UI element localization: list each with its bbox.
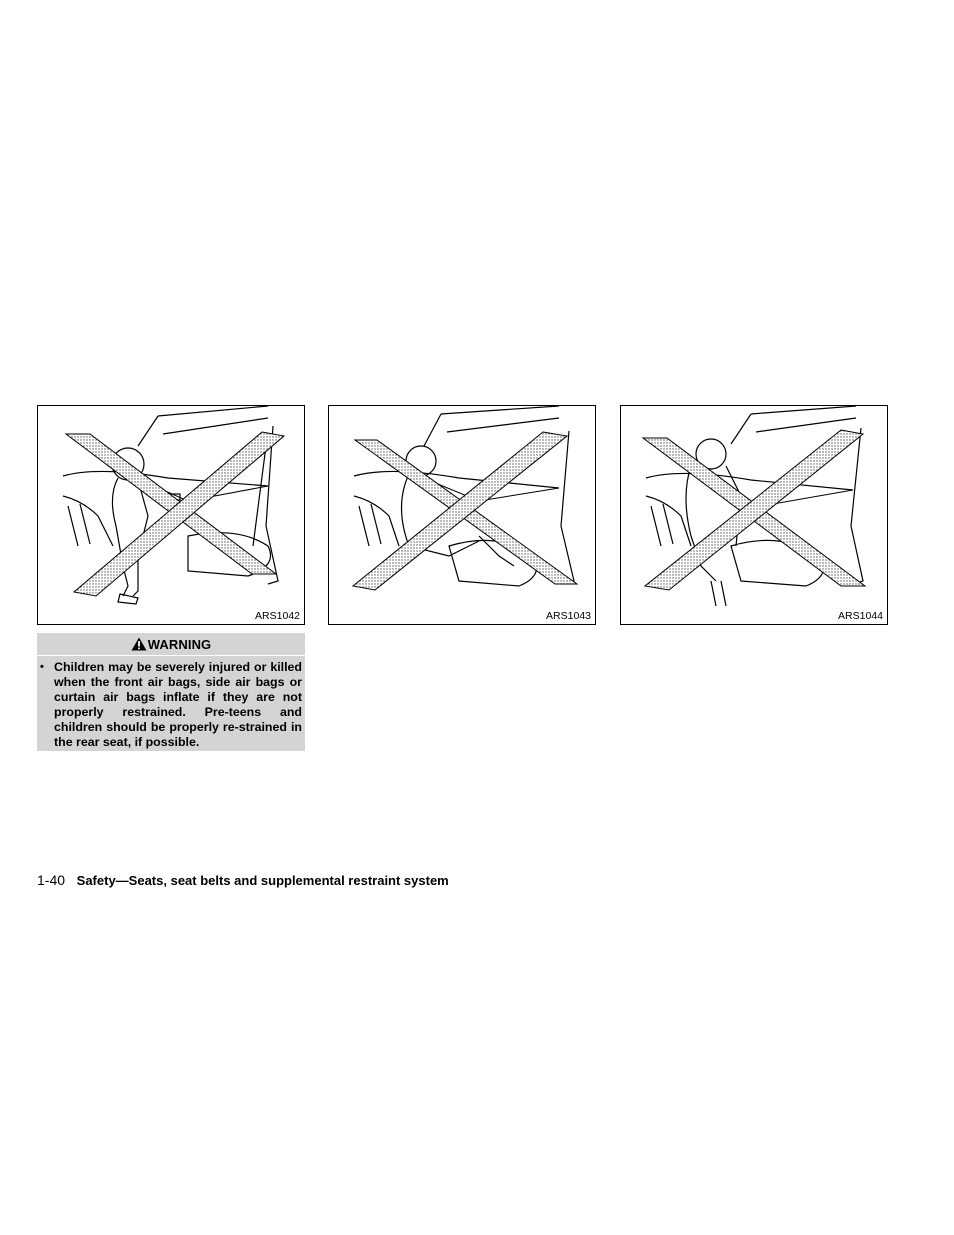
- figure-ars1043: [328, 405, 596, 625]
- illustration-child-kneeling-front-seat: [621, 406, 887, 624]
- figure-code: ARS1044: [838, 610, 883, 622]
- figure-code: ARS1042: [255, 610, 300, 622]
- figure-code: ARS1043: [546, 610, 591, 622]
- figure-ars1042: [37, 405, 305, 625]
- bullet: •: [40, 661, 44, 673]
- illustration-child-leaning-front-seat: [329, 406, 595, 624]
- illustration-child-standing-front-seat: [38, 406, 304, 624]
- warning-body: [37, 656, 305, 750]
- page-footer: [37, 872, 449, 888]
- page-number: 1-40: [37, 872, 66, 888]
- warning-header: [37, 633, 305, 656]
- warning-title: WARNING: [147, 636, 212, 652]
- section-title: Safety—Seats, seat belts and supplemental restraint system: [76, 873, 449, 888]
- warning-box: [37, 633, 305, 751]
- warning-text: Children may be severely injured or killed when the front air bags, side air bags or curtain air bags inflate if they are not properly restrained. Pre-teens and children should be properly re-strained in the rear seat, if possible.: [54, 660, 302, 749]
- figure-ars1044: [620, 405, 888, 625]
- warning-triangle-icon: [131, 637, 147, 651]
